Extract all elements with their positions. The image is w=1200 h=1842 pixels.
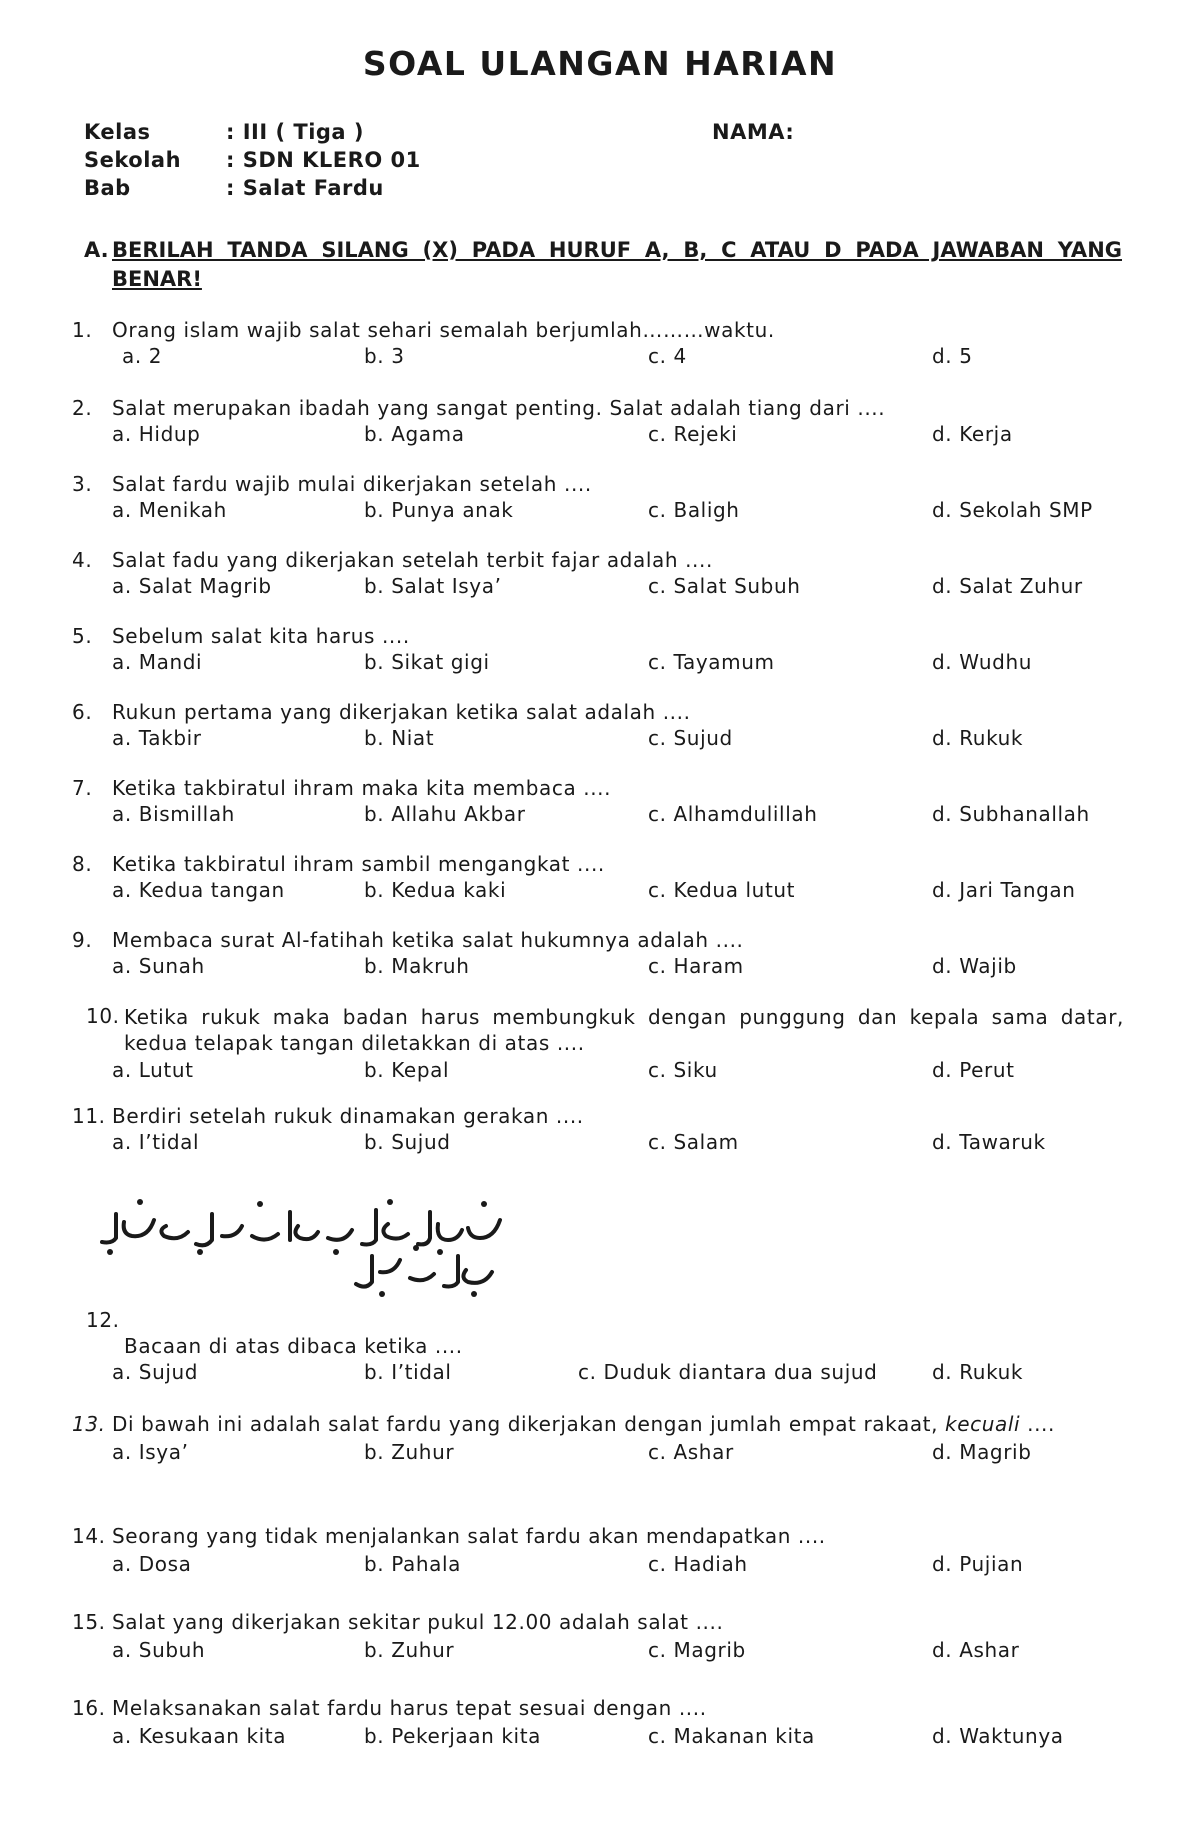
option-a: a. Salat Magrib (112, 574, 272, 598)
option-b: b. Zuhur (364, 1638, 455, 1662)
option-a: a. Sunah (112, 954, 205, 978)
option-c: c. Salat Subuh (648, 574, 801, 598)
option-d: d. Waktunya (932, 1724, 1064, 1748)
bab-value: : Salat Fardu (226, 176, 384, 200)
question-stem (112, 1412, 1122, 1436)
option-c: c. Ashar (648, 1440, 734, 1464)
option-b: b. Sikat gigi (364, 650, 490, 674)
option-b: b. Salat Isya’ (364, 574, 502, 598)
option-a: a. I’tidal (112, 1130, 200, 1154)
option-c: c. Salam (648, 1130, 739, 1154)
option-b: b. Agama (364, 422, 465, 446)
option-b: b. Zuhur (364, 1440, 455, 1464)
bab-label: Bab (84, 176, 131, 200)
option-a: a. 2 (122, 344, 163, 368)
question-stem: Ketika takbiratul ihram sambil mengangkat .... (112, 852, 605, 876)
option-c: c. 4 (648, 344, 687, 368)
question-stem: Melaksanakan salat fardu harus tepat sesuai dengan .... (112, 1696, 707, 1720)
option-d: d. Kerja (932, 422, 1013, 446)
option-b: b. Niat (364, 726, 435, 750)
option-c: c. Kedua lutut (648, 878, 796, 902)
option-d: d. Ashar (932, 1638, 1020, 1662)
option-d: d. Salat Zuhur (932, 574, 1083, 598)
option-a: a. Takbir (112, 726, 202, 750)
question-stem: Membaca surat Al-fatihah ketika salat hukumnya adalah .... (112, 928, 744, 952)
option-d: d. Rukuk (932, 1360, 1024, 1384)
option-b: b. Sujud (364, 1130, 451, 1154)
option-c: c. Siku (648, 1058, 718, 1082)
question-stem: Sebelum salat kita harus .... (112, 624, 410, 648)
option-b: b. Kedua kaki (364, 878, 507, 902)
option-a: a. Sujud (112, 1360, 199, 1384)
question-number: 2. (72, 396, 93, 420)
option-c: c. Duduk diantara dua sujud (578, 1360, 878, 1384)
option-c: c. Haram (648, 954, 744, 978)
kelas-label: Kelas (84, 120, 151, 144)
option-c: c. Alhamdulillah (648, 802, 818, 826)
arabic-prayer-image (90, 1190, 510, 1300)
question-number: 11. (72, 1104, 106, 1128)
question-stem: Rukun pertama yang dikerjakan ketika salat adalah .... (112, 700, 691, 724)
kelas-value: : III ( Tiga ) (226, 120, 365, 144)
option-b: b. Pahala (364, 1552, 461, 1576)
question-number: 10. (86, 1004, 120, 1028)
question-number: 15. (72, 1610, 106, 1634)
question-number: 12. (86, 1308, 120, 1332)
section-letter: A. (84, 238, 109, 262)
question-stem: Salat fadu yang dikerjakan setelah terbit fajar adalah .... (112, 548, 713, 572)
option-d: d. 5 (932, 344, 973, 368)
question-stem-end: .... (1020, 1412, 1055, 1436)
option-b: b. Kepal (364, 1058, 450, 1082)
question-number: 1. (72, 318, 93, 342)
question-number: 14. (72, 1524, 106, 1548)
option-b: b. Makruh (364, 954, 470, 978)
option-d: d. Pujian (932, 1552, 1024, 1576)
option-a: a. Bismillah (112, 802, 235, 826)
option-d: d. Rukuk (932, 726, 1024, 750)
option-a: a. Subuh (112, 1638, 206, 1662)
option-a: a. Menikah (112, 498, 227, 522)
option-a: a. Hidup (112, 422, 201, 446)
question-stem-emphasis: kecuali (945, 1412, 1021, 1436)
option-d: d. Wudhu (932, 650, 1032, 674)
option-d: d. Subhanallah (932, 802, 1090, 826)
option-a: a. Dosa (112, 1552, 192, 1576)
question-number: 8. (72, 852, 93, 876)
option-a: a. Mandi (112, 650, 203, 674)
option-a: a. Kesukaan kita (112, 1724, 287, 1748)
question-stem: Ketika rukuk maka badan harus membungkuk dengan punggung dan kepala sama datar, kedua telapak tangan diletakkan di atas .... (124, 1005, 1124, 1055)
question-number: 9. (72, 928, 93, 952)
option-b: b. Punya anak (364, 498, 514, 522)
question-number: 5. (72, 624, 93, 648)
option-a: a. Isya’ (112, 1440, 189, 1464)
question-number: 6. (72, 700, 93, 724)
question-stem: Salat merupakan ibadah yang sangat penting. Salat adalah tiang dari .... (112, 396, 886, 420)
option-d: d. Tawaruk (932, 1130, 1046, 1154)
option-c: c. Baligh (648, 498, 740, 522)
option-d: d. Magrib (932, 1440, 1032, 1464)
option-b: b. 3 (364, 344, 405, 368)
option-a: a. Kedua tangan (112, 878, 285, 902)
question-stem-text: Di bawah ini adalah salat fardu yang dikerjakan dengan jumlah empat rakaat, (112, 1412, 939, 1436)
nama-label: NAMA: (712, 120, 795, 144)
option-c: c. Tayamum (648, 650, 775, 674)
option-c: c. Hadiah (648, 1552, 748, 1576)
question-stem: Salat yang dikerjakan sekitar pukul 12.00 adalah salat .... (112, 1610, 724, 1634)
question-number: 3. (72, 472, 93, 496)
question-stem: Orang islam wajib salat sehari semalah berjumlah………waktu. (112, 318, 775, 342)
section-instruction-text: BERILAH TANDA SILANG (X) PADA HURUF A, B, C ATAU D PADA JAWABAN YANG BENAR! (112, 238, 1122, 291)
option-c: c. Sujud (648, 726, 733, 750)
question-stem: Seorang yang tidak menjalankan salat fardu akan mendapatkan .... (112, 1524, 826, 1548)
question-number: 13. (72, 1412, 106, 1436)
option-b: b. Pekerjaan kita (364, 1724, 541, 1748)
question-stem: Bacaan di atas dibaca ketika .... (124, 1334, 463, 1358)
option-d: d. Sekolah SMP (932, 498, 1093, 522)
question-stem: Salat fardu wajib mulai dikerjakan setelah .... (112, 472, 592, 496)
option-d: d. Perut (932, 1058, 1015, 1082)
question-stem: Berdiri setelah rukuk dinamakan gerakan .... (112, 1104, 584, 1128)
sekolah-value: : SDN KLERO 01 (226, 148, 421, 172)
page-title: SOAL ULANGAN HARIAN (362, 44, 838, 83)
question-stem: Ketika takbiratul ihram maka kita membaca .... (112, 776, 612, 800)
option-c: c. Magrib (648, 1638, 746, 1662)
question-number: 16. (72, 1696, 106, 1720)
question-number: 4. (72, 548, 93, 572)
option-c: c. Makanan kita (648, 1724, 815, 1748)
question-number: 7. (72, 776, 93, 800)
option-b: b. I’tidal (364, 1360, 452, 1384)
option-a: a. Lutut (112, 1058, 194, 1082)
option-d: d. Jari Tangan (932, 878, 1076, 902)
sekolah-label: Sekolah (84, 148, 182, 172)
option-c: c. Rejeki (648, 422, 738, 446)
option-b: b. Allahu Akbar (364, 802, 526, 826)
option-d: d. Wajib (932, 954, 1017, 978)
